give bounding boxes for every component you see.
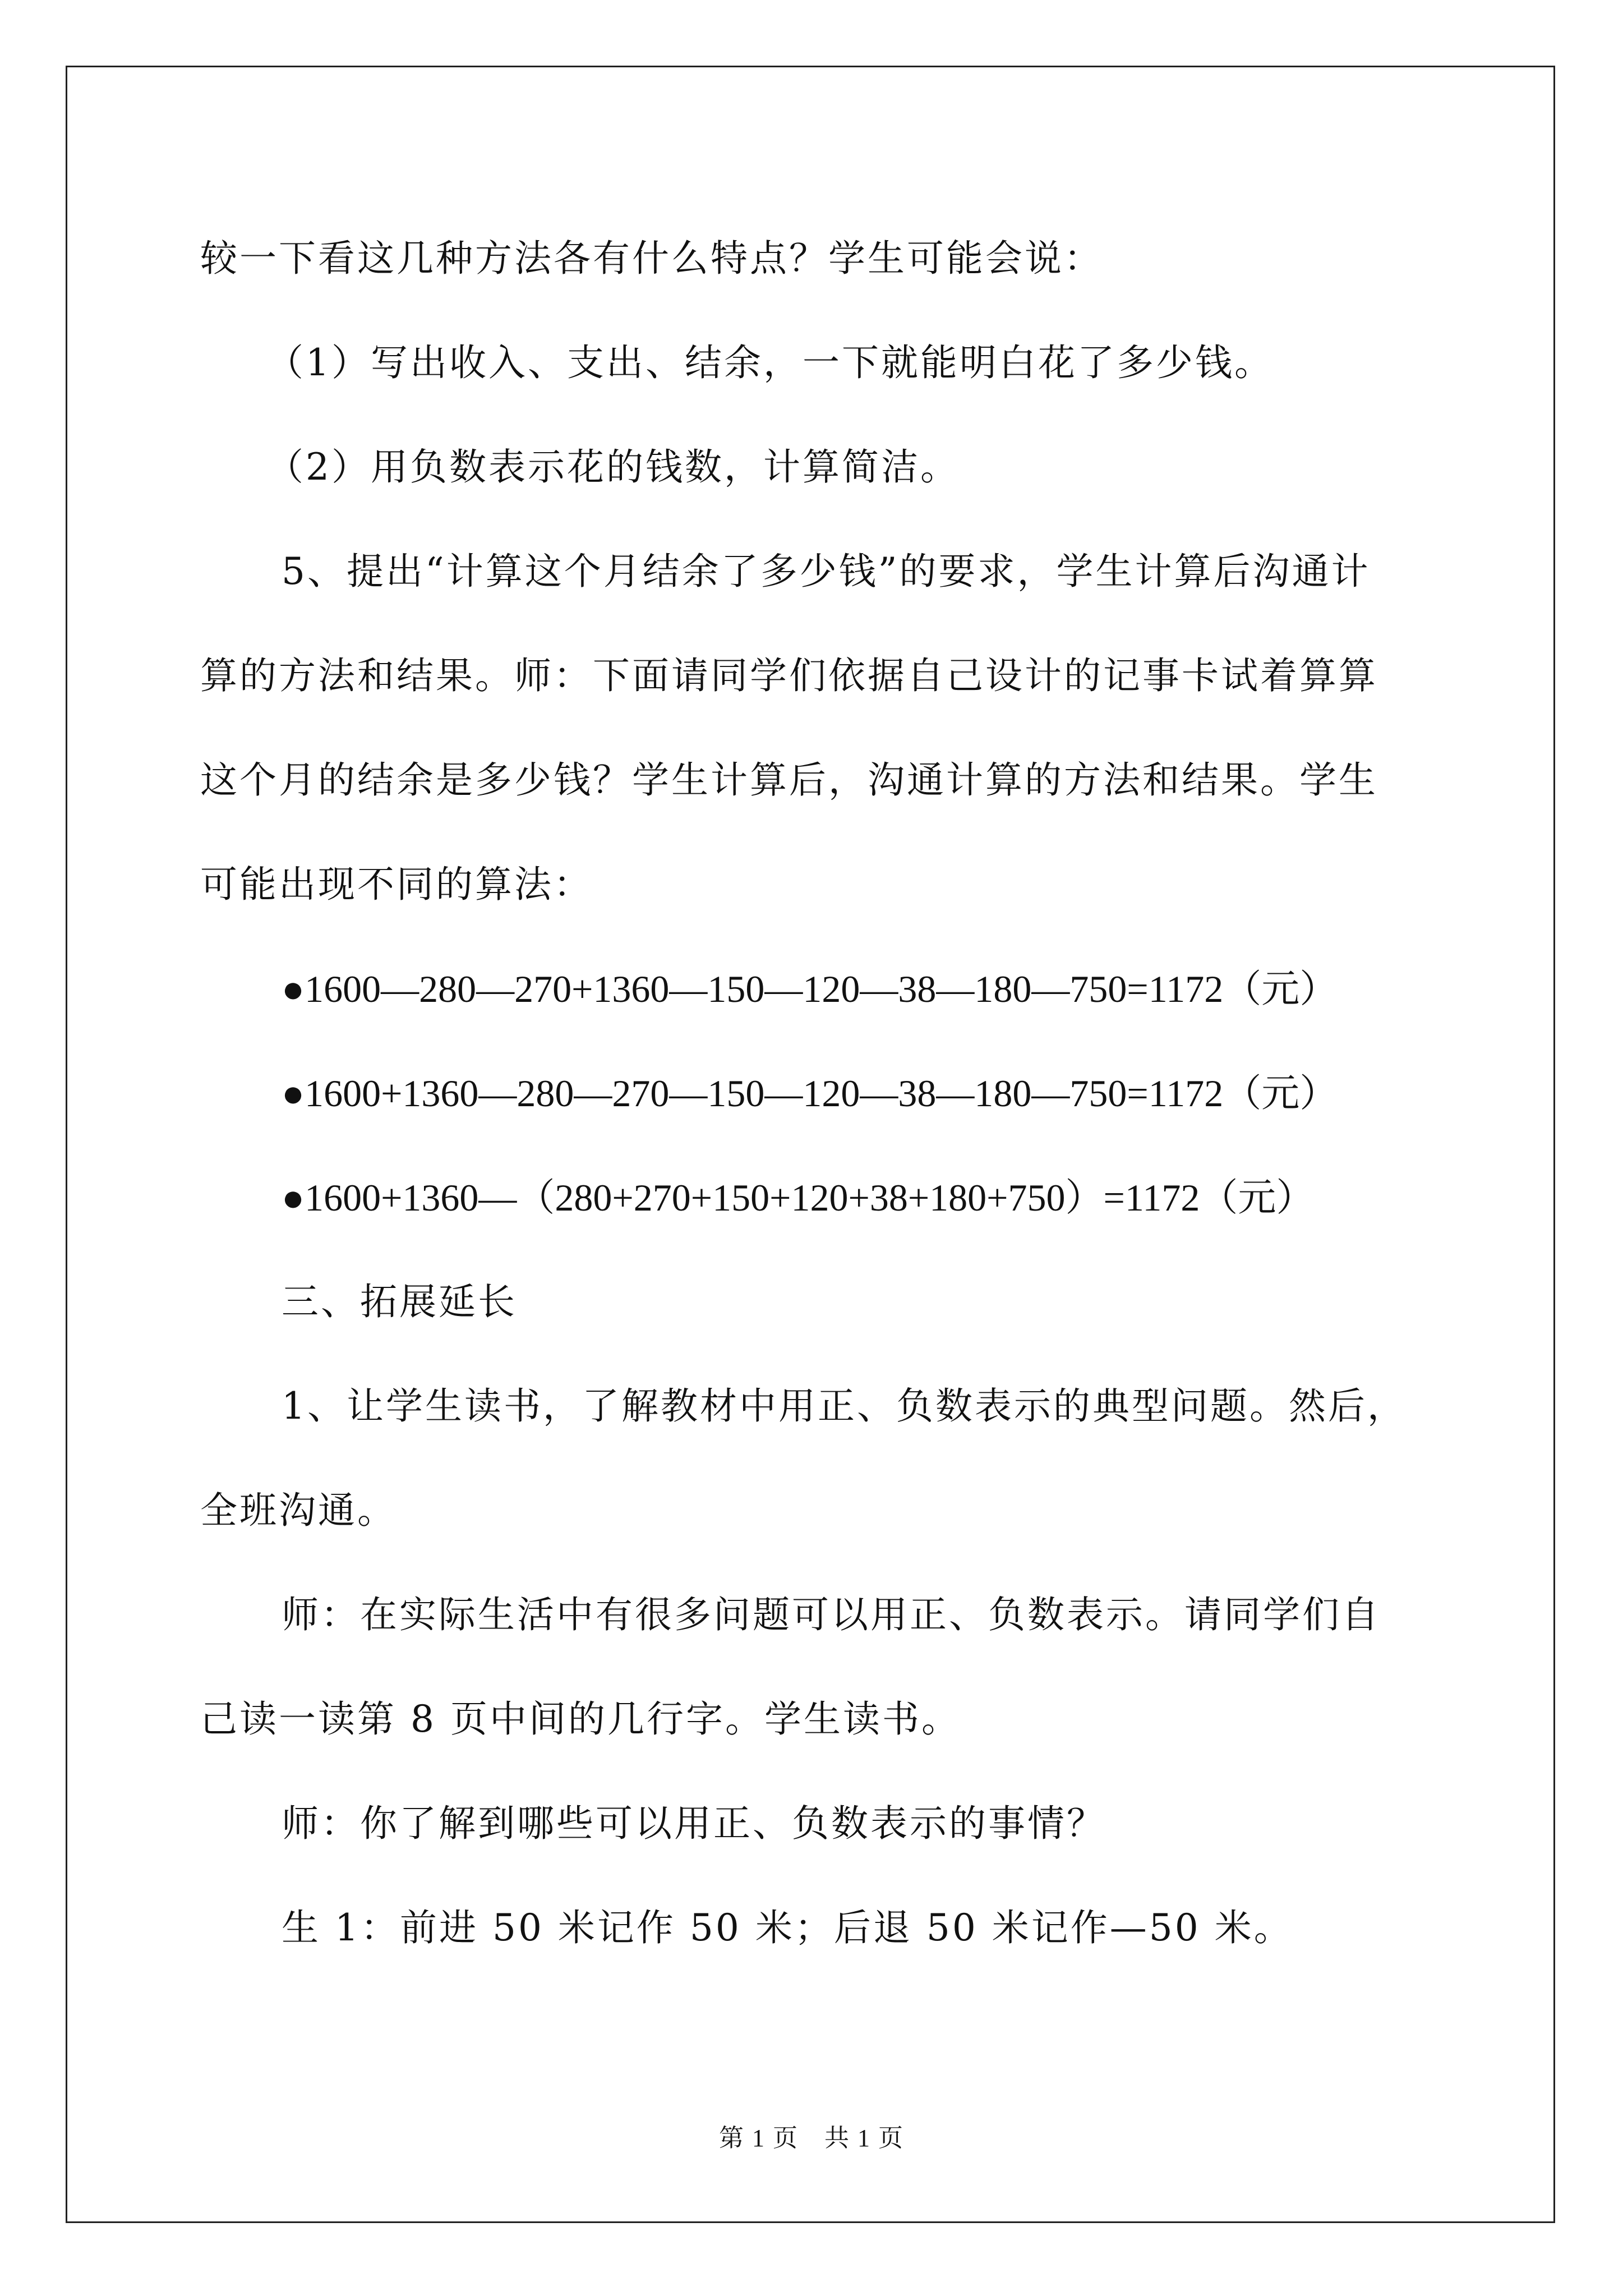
- formula-line: ●1600—280—270+1360—150—120—38—180—750=1172（元）: [282, 968, 1338, 1010]
- text-line: 全班沟通。: [200, 1489, 396, 1532]
- text-line: 师：在实际生活中有很多问题可以用正、负数表示。请同学们自: [282, 1593, 1381, 1636]
- text-line: 算的方法和结果。师：下面请同学们依据自己设计的记事卡试着算算: [200, 654, 1378, 697]
- document-body: [200, 206, 1434, 1980]
- text-line: （2）用负数表示花的钱数，计算简洁。: [266, 445, 960, 489]
- formula-line: ●1600+1360—（280+270+150+120+38+180+750）=1172（元）: [282, 1176, 1315, 1219]
- page-footer: 第 1 页 共 1 页: [719, 2124, 904, 2152]
- text-line: 这个月的结余是多少钱？学生计算后，沟通计算的方法和结果。学生: [200, 758, 1378, 802]
- text-line: （1）写出收入、支出、结余，一下就能明白花了多少钱。: [266, 341, 1274, 384]
- text-line: 师：你了解到哪些可以用正、负数表示的事情？: [282, 1802, 1106, 1845]
- text-line: 己读一读第 8 页中间的几行字。学生读书。: [200, 1697, 961, 1741]
- section-heading: 三、拓展延长: [282, 1280, 517, 1323]
- text-line: 生 1：前进 50 米记作 50 米；后退 50 米记作—50 米。: [282, 1906, 1293, 1949]
- text-line: 5、提出“计算这个月结余了多少钱”的要求，学生计算后沟通计: [282, 550, 1371, 593]
- text-line: 1、让学生读书，了解教材中用正、负数表示的典型问题。然后，: [282, 1384, 1407, 1428]
- formula-line: ●1600+1360—280—270—150—120—38—180—750=1172（元）: [282, 1072, 1338, 1115]
- text-line: 较一下看这几种方法各有什么特点？学生可能会说：: [200, 237, 1103, 280]
- text-line: 可能出现不同的算法：: [200, 863, 593, 906]
